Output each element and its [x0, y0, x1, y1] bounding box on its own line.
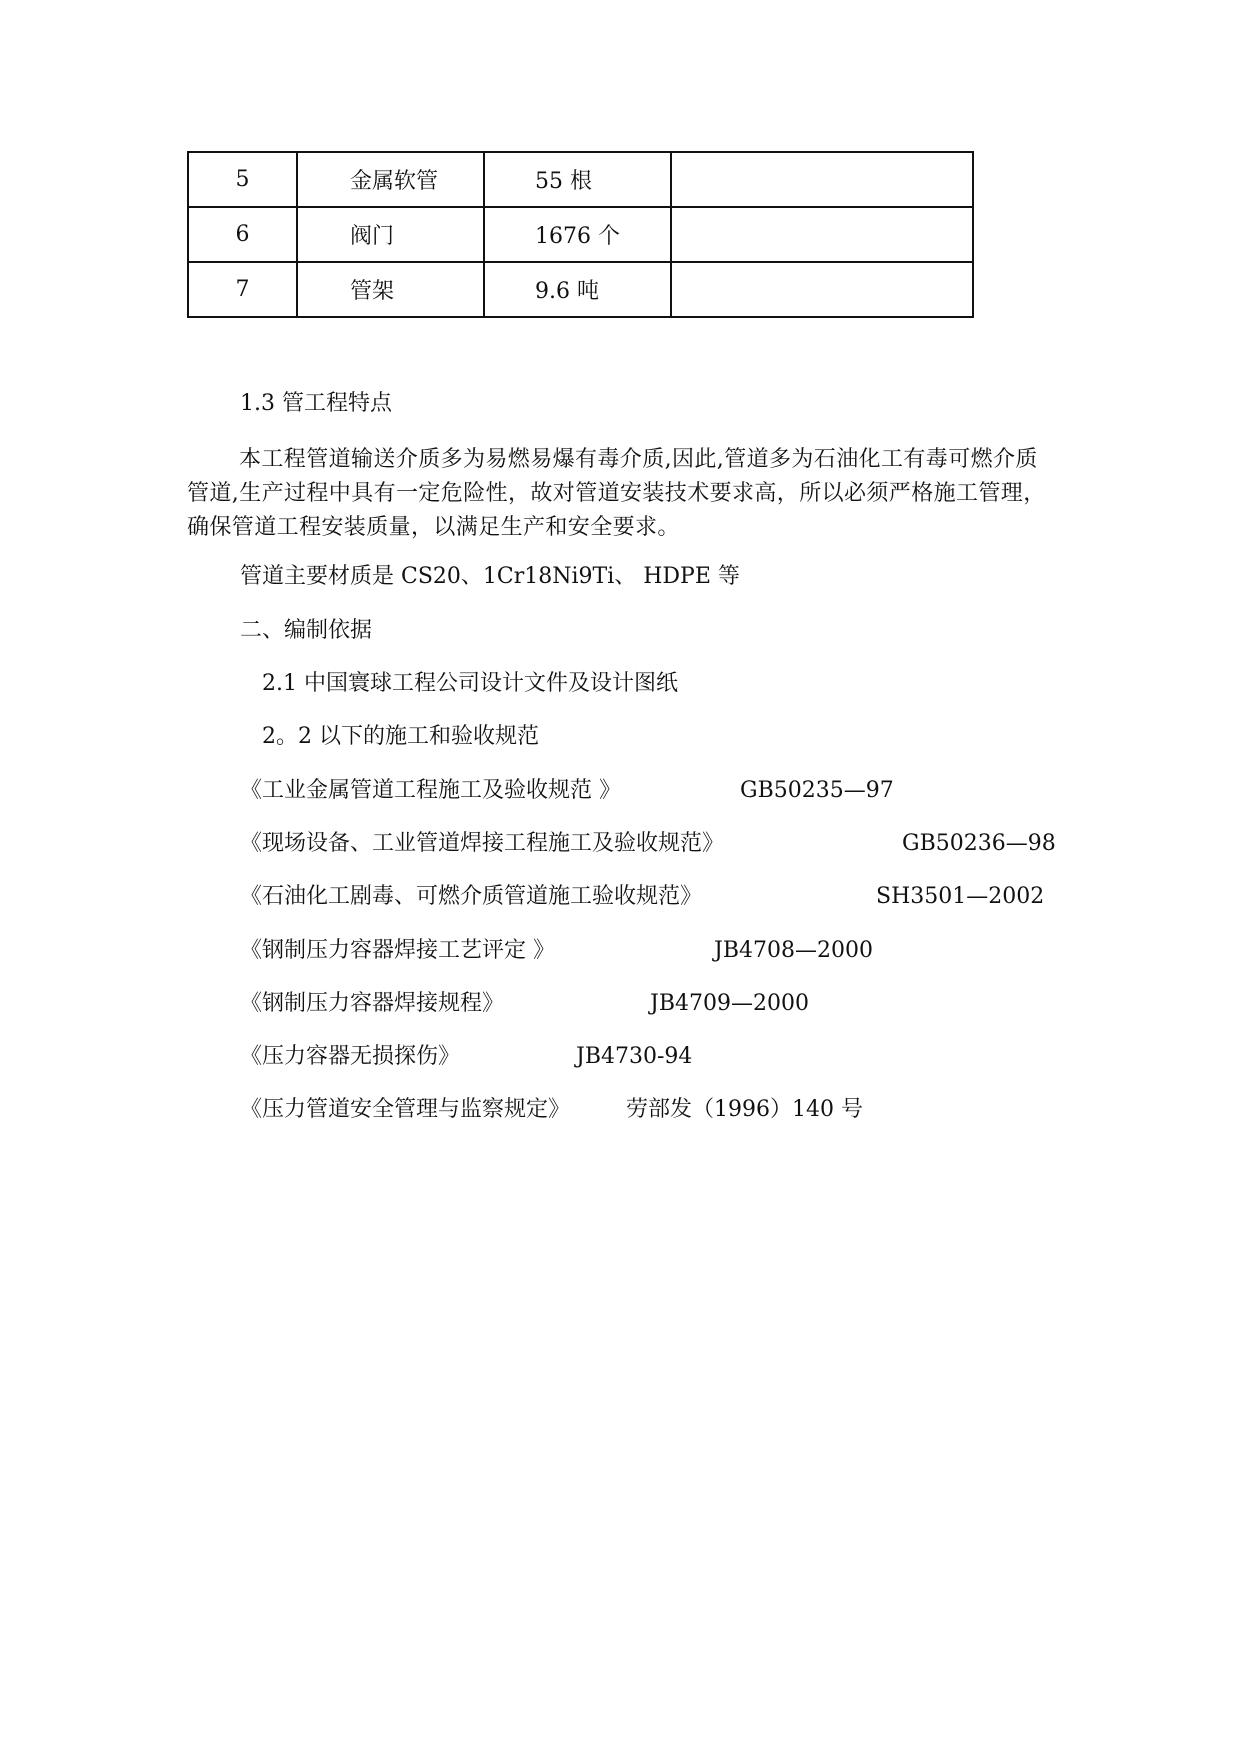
standard-code: GB50236—98 [902, 831, 1056, 856]
row-number: 5 [188, 152, 297, 207]
standard-code: JB4708—2000 [714, 938, 873, 963]
item-2-2: 2。2 以下的施工和验收规范 [262, 724, 539, 749]
standard-code: JB4730-94 [576, 1044, 693, 1069]
list-item [240, 827, 724, 861]
table-row [188, 207, 973, 262]
standard-name: 《压力容器无损探伤》 [240, 1044, 461, 1069]
table-row [188, 262, 973, 317]
standard-name: 《钢制压力容器焊接工艺评定 》 [240, 938, 555, 963]
list-item [240, 987, 504, 1021]
item-note [671, 262, 973, 317]
item-quantity: 1676 个 [484, 207, 671, 262]
item-note [671, 152, 973, 207]
materials-table [187, 151, 974, 318]
list-item [240, 1040, 460, 1074]
list-item [240, 934, 555, 968]
standard-name: 《工业金属管道工程施工及验收规范 》 [240, 778, 621, 803]
item-name: 管架 [297, 262, 484, 317]
section-1-3-paragraph: 本工程管道输送介质多为易燃易爆有毒介质,因此,管道多为石油化工有毒可燃介质管道,生产过程中具有一定危险性，故对管道安装技术要求高，所以必须严格施工管理，确保管道工程安装质量，以满足生产和安全要求。 [187, 447, 1046, 540]
item-2-1: 2.1 中国寰球工程公司设计文件及设计图纸 [262, 671, 678, 696]
list-item [240, 880, 702, 914]
standard-name: 《现场设备、工业管道焊接工程施工及验收规范》 [240, 831, 725, 856]
section-heading-2: 二、编制依据 [240, 618, 373, 643]
standard-code: JB4709—2000 [650, 991, 809, 1016]
standard-code: 劳部发（1996）140 号 [626, 1097, 863, 1122]
item-name: 金属软管 [297, 152, 484, 207]
standard-name: 《钢制压力容器焊接规程》 [240, 991, 505, 1016]
table-row [188, 152, 973, 207]
standard-name: 《石油化工剧毒、可燃介质管道施工验收规范》 [240, 884, 703, 909]
row-number: 7 [188, 262, 297, 317]
list-item [240, 774, 621, 808]
item-quantity: 9.6 吨 [484, 262, 671, 317]
standard-code: SH3501—2002 [876, 884, 1045, 909]
materials-line: 管道主要材质是 CS20、1Cr18Ni9Ti、 HDPE 等 [240, 564, 740, 589]
list-item [240, 1093, 570, 1127]
section-heading-1-3: 1.3 管工程特点 [240, 391, 392, 416]
row-number: 6 [188, 207, 297, 262]
standard-code: GB50235—97 [740, 778, 894, 803]
item-name: 阀门 [297, 207, 484, 262]
item-note [671, 207, 973, 262]
standard-name: 《压力管道安全管理与监察规定》 [240, 1097, 571, 1122]
item-quantity: 55 根 [484, 152, 671, 207]
